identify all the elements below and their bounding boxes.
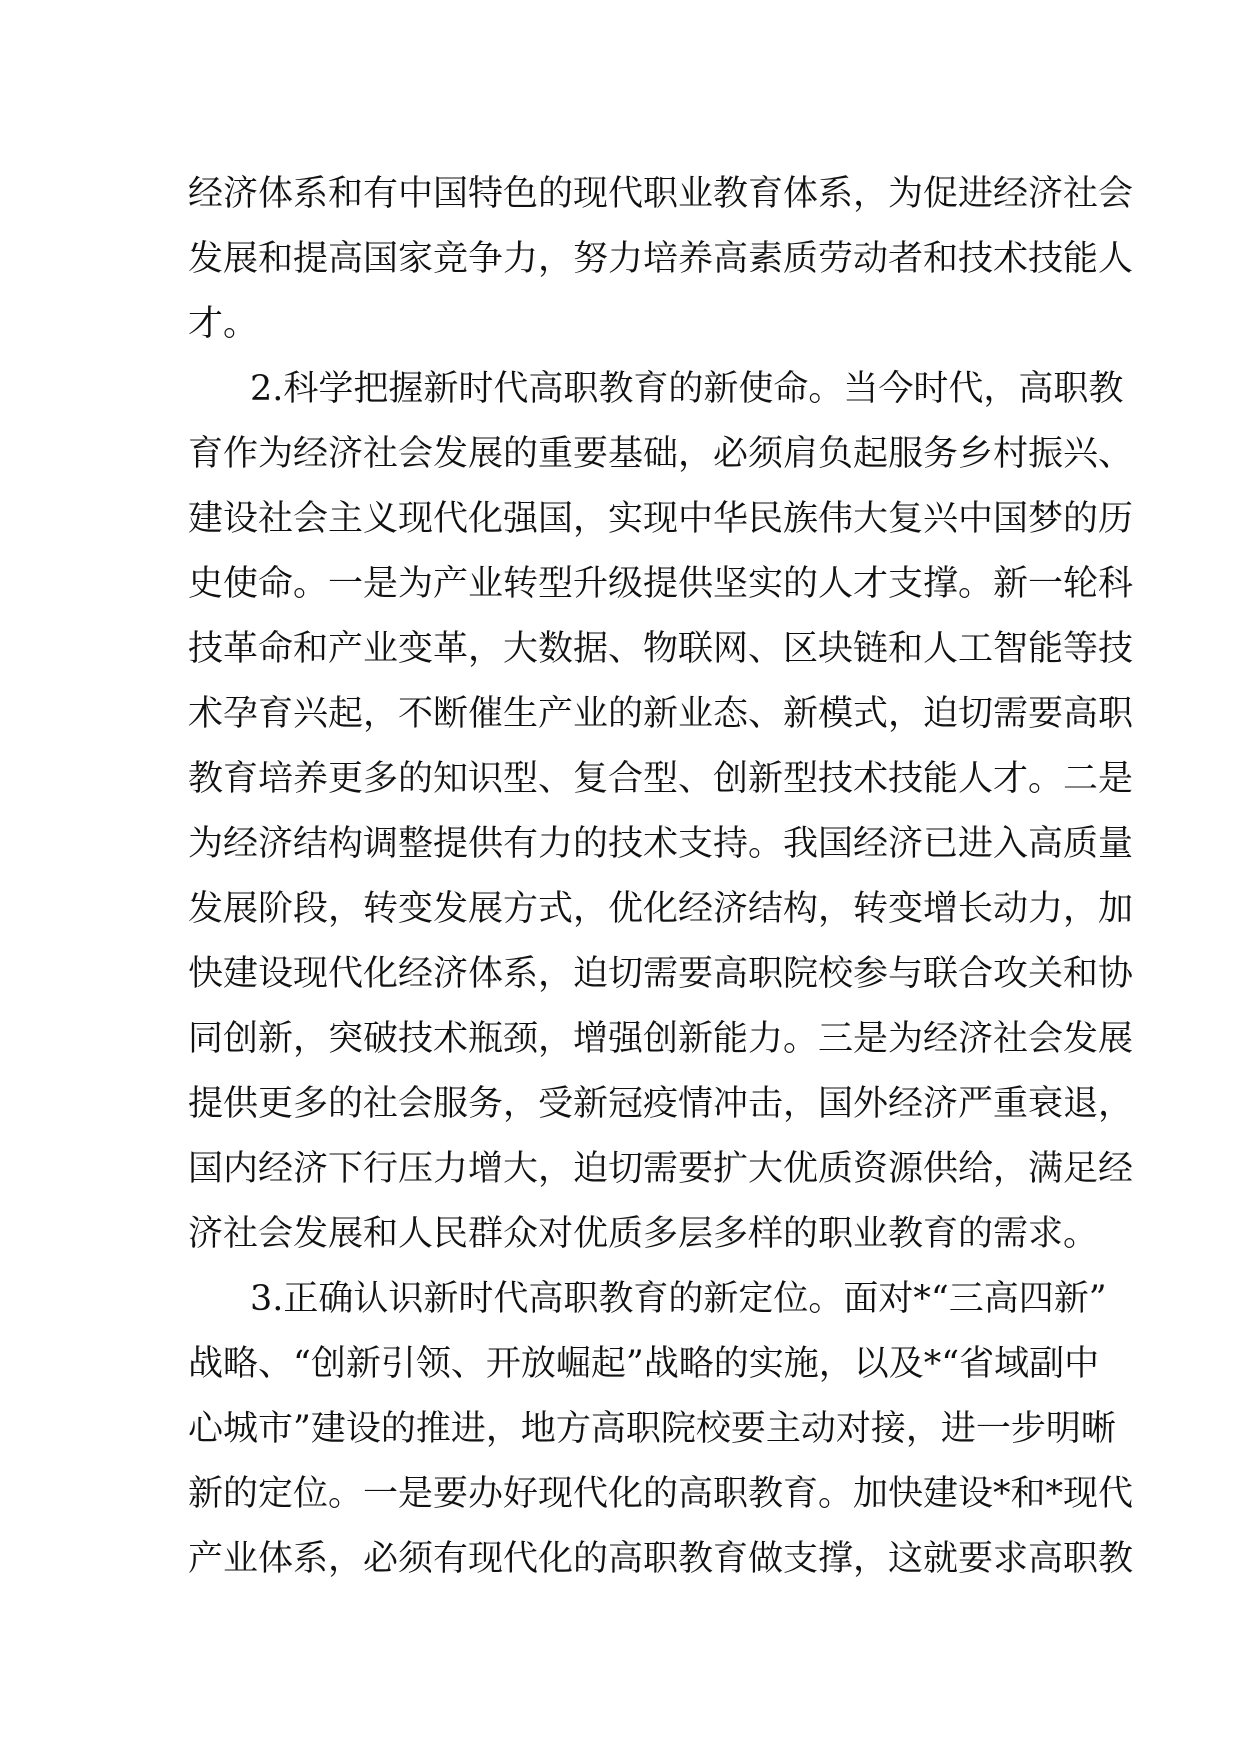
paragraph-3-first-line: 3.正确认识新时代高职教育的新定位。面对*“三高四新” <box>250 1279 1107 1319</box>
text-line: 教育培养更多的知识型、复合型、创新型技术技能人才。二是 <box>188 759 1134 799</box>
text-line: 发展和提高国家竞争力，努力培养高素质劳动者和技术技能人 <box>188 239 1134 279</box>
text-line: 提供更多的社会服务，受新冠疫情冲击，国外经济严重衰退， <box>188 1084 1134 1124</box>
text-line: 经济体系和有中国特色的现代职业教育体系，为促进经济社会 <box>188 174 1134 214</box>
text-line: 战略、“创新引领、开放崛起”战略的实施，以及*“省域副中 <box>188 1344 1100 1384</box>
text-line: 新的定位。一是要办好现代化的高职教育。加快建设*和*现代 <box>188 1474 1134 1514</box>
text-line: 为经济结构调整提供有力的技术支持。我国经济已进入高质量 <box>188 824 1134 864</box>
text-line: 发展阶段，转变发展方式，优化经济结构，转变增长动力，加 <box>188 889 1134 929</box>
text-line: 才。 <box>188 304 259 344</box>
body-text <box>188 162 1134 1592</box>
text-line: 国内经济下行压力增大，迫切需要扩大优质资源供给，满足经 <box>188 1149 1134 1189</box>
text-line: 同创新，突破技术瓶颈，增强创新能力。三是为经济社会发展 <box>188 1019 1134 1059</box>
text-line: 术孕育兴起，不断催生产业的新业态、新模式，迫切需要高职 <box>188 694 1134 734</box>
text-line: 建设社会主义现代化强国，实现中华民族伟大复兴中国梦的历 <box>188 499 1134 539</box>
text-line: 史使命。一是为产业转型升级提供坚实的人才支撑。新一轮科 <box>188 564 1134 604</box>
text-line: 心城市”建设的推进，地方高职院校要主动对接，进一步明晰 <box>188 1409 1116 1449</box>
paragraph-2-first-line: 2.科学把握新时代高职教育的新使命。当今时代，高职教 <box>250 369 1124 409</box>
text-line: 产业体系，必须有现代化的高职教育做支撑，这就要求高职教 <box>188 1539 1134 1579</box>
text-line: 育作为经济社会发展的重要基础，必须肩负起服务乡村振兴、 <box>188 434 1134 474</box>
text-line: 技革命和产业变革，大数据、物联网、区块链和人工智能等技 <box>188 629 1134 669</box>
text-line: 济社会发展和人民群众对优质多层多样的职业教育的需求。 <box>188 1214 1099 1254</box>
text-line: 快建设现代化经济体系，迫切需要高职院校参与联合攻关和协 <box>188 954 1134 994</box>
